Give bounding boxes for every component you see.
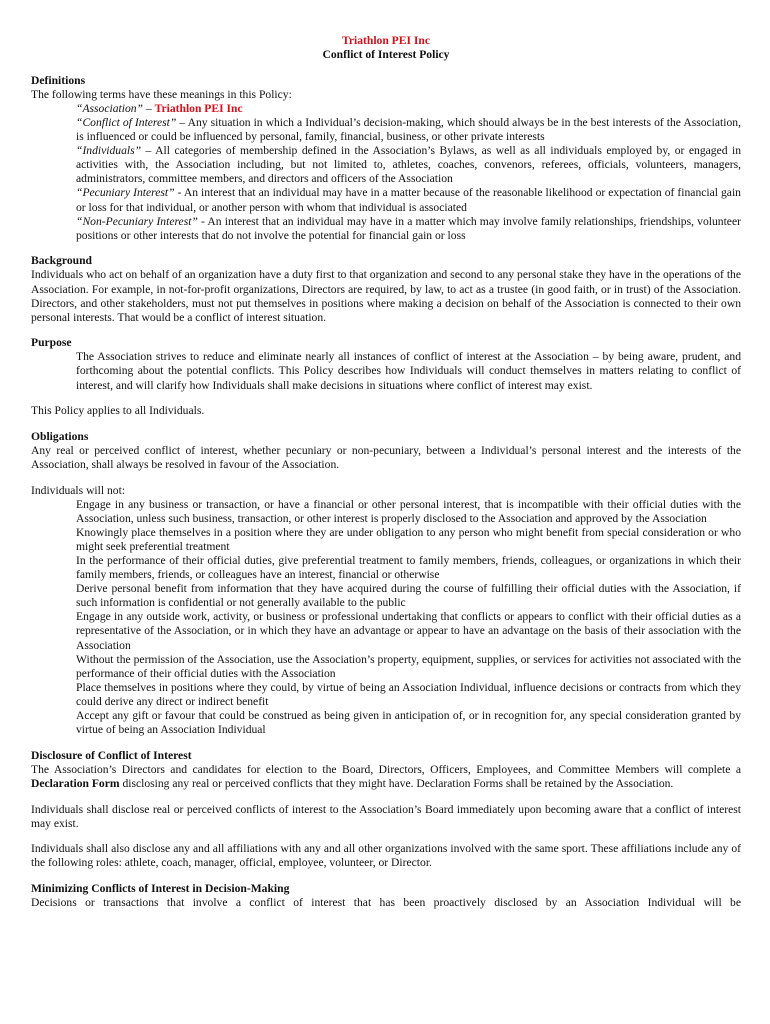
definition-term: “Individuals” bbox=[76, 144, 142, 158]
declaration-form-term: Declaration Form bbox=[31, 776, 120, 790]
organization-name: Triathlon PEI Inc bbox=[341, 34, 431, 47]
definitions-intro: The following terms have these meanings in this Policy: bbox=[31, 87, 292, 101]
purpose-paragraph: The Association strives to reduce and eliminate nearly all instances of conflict of interest at the Association – by being aware, prudent, and forthcoming about the potential conflicts. This Policy describes how Individuals will conduct themselves in matters relating to conflict of interest, and will clarify how Individuals shall make decisions in situations where conflict of interest may exist. bbox=[76, 350, 741, 392]
definition-term: “Conflict of Interest” bbox=[76, 115, 177, 129]
disclosure-paragraph-3: Individuals shall also disclose any and all affiliations with any and all other organizations involved with the same sport. These affiliations include any of the following roles: athlete, coach, manager, official, employee, volunteer, or Director. bbox=[31, 842, 741, 870]
definition-separator: – bbox=[176, 115, 188, 129]
obligation-item: Place themselves in positions where they could, by virtue of being an Association Individual, influence decisions or contracts from which they could derive any direct or indirect benefit bbox=[76, 680, 741, 708]
definition-non-pecuniary-interest bbox=[31, 215, 741, 243]
definition-separator: - bbox=[174, 186, 184, 200]
definition-association bbox=[31, 102, 741, 116]
policy-title: Conflict of Interest Policy bbox=[322, 48, 450, 62]
obligation-item: Knowingly place themselves in a position where they are under obligation to any person who might benefit from special consideration or who might seek preferential treatment bbox=[76, 525, 741, 553]
definition-term: “Non-Pecuniary Interest” bbox=[76, 214, 198, 228]
definition-conflict-of-interest bbox=[31, 116, 741, 144]
disclosure-text: disclosing any real or perceived conflicts that they might have. Declaration Forms shall be retained by the Association. bbox=[119, 776, 674, 790]
disclosure-paragraph-1 bbox=[31, 763, 741, 791]
definition-individuals bbox=[31, 144, 741, 186]
obligations-paragraph: Any real or perceived conflict of interest, whether pecuniary or non-pecuniary, between a Individual’s personal interest and the interests of the Association, shall always be resolved in favour of the Association. bbox=[31, 443, 741, 471]
disclosure-text: The Association’s Directors and candidates for election to the Board, Directors, Officers, Employees, and Committee Members will complete a bbox=[31, 762, 741, 776]
obligation-item: Engage in any business or transaction, or have a financial or other personal interest, that is incompatible with their official duties with the Association, unless such business, transaction, or other interest is properly disclosed to the Association and approved by the Association bbox=[76, 497, 741, 525]
definition-text: All categories of membership defined in the Association’s Bylaws, as well as all individuals employed by, or engaged in activities with, the Association including, but not limited to, athletes, coaches, convenors, referees, officials, volunteers, managers, administrators, committee members, and directors and officers of the Association bbox=[76, 144, 741, 186]
purpose-applies: This Policy applies to all Individuals. bbox=[31, 404, 205, 418]
obligation-item: Accept any gift or favour that could be construed as being given in anticipation of, or in recognition for, any special consideration granted by virtue of being an Association Individual bbox=[76, 709, 741, 737]
definition-separator: – bbox=[143, 101, 155, 115]
disclosure-heading: Disclosure of Conflict of Interest bbox=[31, 748, 192, 762]
document-page bbox=[31, 34, 741, 910]
definition-term: “Association” bbox=[76, 101, 143, 115]
obligations-heading: Obligations bbox=[31, 429, 89, 443]
obligation-item: In the performance of their official duties, give preferential treatment to family members, friends, colleagues, or organizations in which their family members, friends, or colleagues have an interest, financial or otherwise bbox=[76, 554, 741, 582]
obligation-item: Derive personal benefit from information that they have acquired during the course of fulfilling their official duties with the Association, if such information is confidential or not generally available to the public bbox=[76, 582, 741, 610]
purpose-heading: Purpose bbox=[31, 336, 72, 350]
obligation-item: Engage in any outside work, activity, or business or professional undertaking that conflicts or appears to conflict with their official duties as a representative of the Association, or in which they have an advantage or appear to have an advantage on the basis of their association with the Association bbox=[76, 610, 741, 652]
minimizing-heading: Minimizing Conflicts of Interest in Decision-Making bbox=[31, 881, 290, 895]
definition-text: An interest that an individual may have in a matter because of the reasonable likelihood or expectation of financial gain or loss for that individual, or another person with whom that individual is associated bbox=[76, 186, 741, 214]
definition-pecuniary-interest bbox=[31, 186, 741, 214]
definition-separator: – bbox=[141, 144, 156, 158]
definition-separator: - bbox=[197, 214, 208, 228]
minimizing-paragraph: Decisions or transactions that involve a conflict of interest that has been proactively disclosed by an Association Individual will be bbox=[31, 895, 741, 909]
definition-text: An interest that an individual may have in a matter which may involve family relationships, friendships, volunteer positions or other interests that do not involve the potential for financial gain or loss bbox=[76, 214, 741, 242]
definitions-heading: Definitions bbox=[31, 73, 86, 87]
background-paragraph: Individuals who act on behalf of an organization have a duty first to that organization and second to any personal stake they have in the operations of the Association. For example, in not-for-profit organizations, Directors are required, by law, to act as a trustee (in good faith, or in trust) of the Association. Directors, and other stakeholders, must not put themselves in positions where making a decision on behalf of the Association is connected to their own personal interests. That would be a conflict of interest situation. bbox=[31, 268, 741, 324]
definition-text: Any situation in which a Individual’s decision-making, which should always be in the best interests of the Association, is influenced or could be influenced by personal, family, financial, business, or other private interests bbox=[76, 115, 741, 144]
obligations-will-not: Individuals will not: bbox=[31, 483, 126, 497]
background-heading: Background bbox=[31, 254, 92, 268]
definition-term: “Pecuniary Interest” bbox=[76, 186, 175, 200]
definition-text: Triathlon PEI Inc bbox=[154, 101, 243, 115]
disclosure-paragraph-2: Individuals shall disclose real or perceived conflicts of interest to the Association’s Board immediately upon becoming aware that a conflict of interest may exist. bbox=[31, 802, 741, 830]
obligation-item: Without the permission of the Association, use the Association’s property, equipment, supplies, or services for activities not associated with the performance of their official duties with the Association bbox=[76, 652, 741, 680]
